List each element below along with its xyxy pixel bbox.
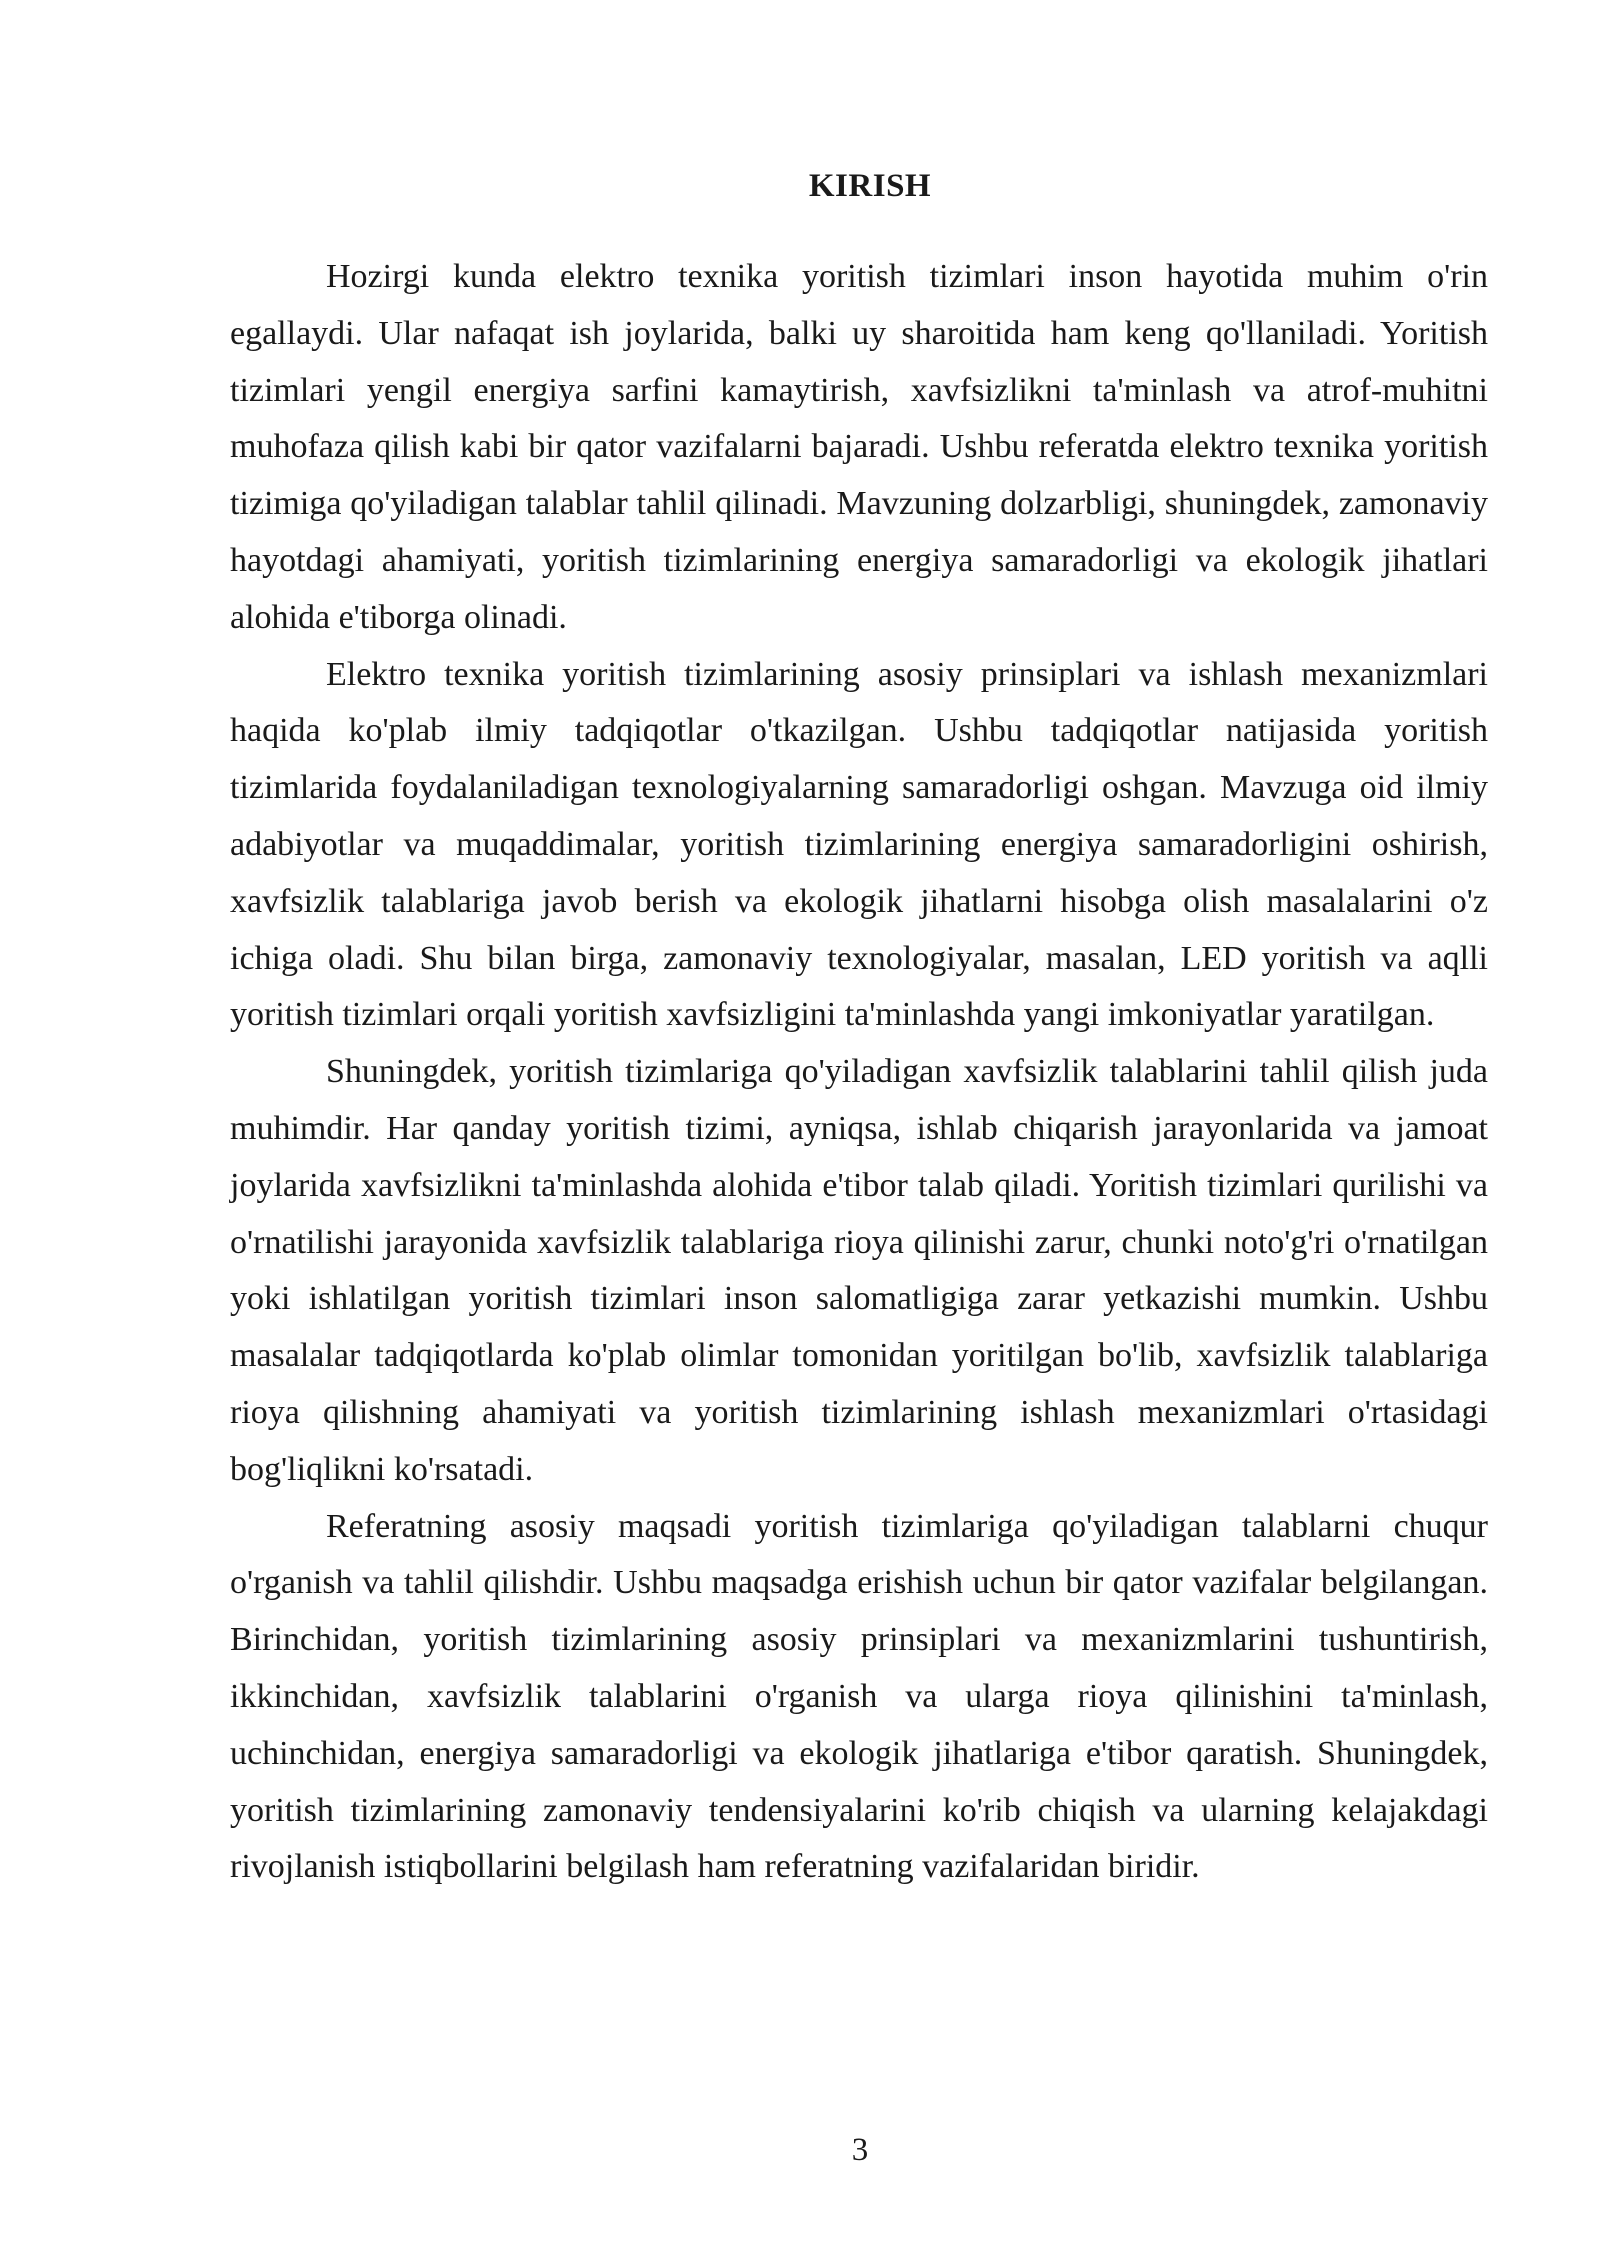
- body-text: [230, 249, 1488, 1896]
- paragraph-3: Shuningdek, yoritish tizimlariga qo'yiladigan xavfsizlik talablarini tahlil qilish juda muhimdir. Har qanday yoritish tizimi, ayniqsa, ishlab chiqarish jarayonlarida va jamoat joylarida xavfsizlikni ta'minlashda alohida e'tibor talab qiladi. Yoritish tizimlari qurilishi va o'rnatilishi jarayonida xavfsizlik talablariga rioya qilinishi zarur, chunki noto'g'ri o'rnatilgan yoki ishlatilgan yoritish tizimlari inson salomatligiga zarar yetkazishi mumkin. Ushbu masalalar tadqiqotlarda ko'plab olimlar tomonidan yoritilgan bo'lib, xavfsizlik talablariga rioya qilishning ahamiyati va yoritish tizimlarining ishlash mexanizmlari o'rtasidagi bog'liqlikni ko'rsatadi.: [230, 1053, 1488, 1488]
- page-title: KIRISH: [808, 168, 932, 204]
- paragraph-2: Elektro texnika yoritish tizimlarining asosiy prinsiplari va ishlash mexanizmlari haqida ko'plab ilmiy tadqiqotlar o'tkazilgan. Ushbu tadqiqotlar natijasida yoritish tizimlarida foydalaniladigan texnologiyalarning samaradorligi oshgan. Mavzuga oid ilmiy adabiyotlar va muqaddimalar, yoritish tizimlarining energiya samaradorligini oshirish, xavfsizlik talablariga javob berish va ekologik jihatlarni hisobga olish masalalarini o'z ichiga oladi. Shu bilan birga, zamonaviy texnologiyalar, masalan, LED yoritish va aqlli yoritish tizimlari orqali yoritish xavfsizligini ta'minlashda yangi imkoniyatlar yaratilgan.: [230, 655, 1488, 1034]
- paragraph-4: Referatning asosiy maqsadi yoritish tizimlariga qo'yiladigan talablarni chuqur o'rganish va tahlil qilishdir. Ushbu maqsadga erishish uchun bir qator vazifalar belgilangan. Birinchidan, yoritish tizimlarining asosiy prinsiplari va mexanizmlarini tushuntirish, ikkinchidan, xavfsizlik talablarini o'rganish va ularga rioya qilinishini ta'minlash, uchinchidan, energiya samaradorligi va ekologik jihatlariga e'tibor qaratish. Shuningdek, yoritish tizimlarining zamonaviy tendensiyalarini ko'rib chiqish va ularning kelajakdagi rivojlanish istiqbollarini belgilash ham referatning vazifalaridan biridir.: [230, 1507, 1488, 1886]
- page-number: 3: [851, 2132, 869, 2168]
- paragraph-1: Hozirgi kunda elektro texnika yoritish tizimlari inson hayotida muhim o'rin egallaydi. Ular nafaqat ish joylarida, balki uy sharoitida ham keng qo'llaniladi. Yoritish tizimlari yengil energiya sarfini kamaytirish, xavfsizlikni ta'minlash va atrof-muhitni muhofaza qilish kabi bir qator vazifalarni bajaradi. Ushbu referatda elektro texnika yoritish tizimiga qo'yiladigan talablar tahlil qilinadi. Mavzuning dolzarbligi, shuningdek, zamonaviy hayotdagi ahamiyati, yoritish tizimlarining energiya samaradorligi va ekologik jihatlari alohida e'tiborga olinadi.: [230, 258, 1488, 636]
